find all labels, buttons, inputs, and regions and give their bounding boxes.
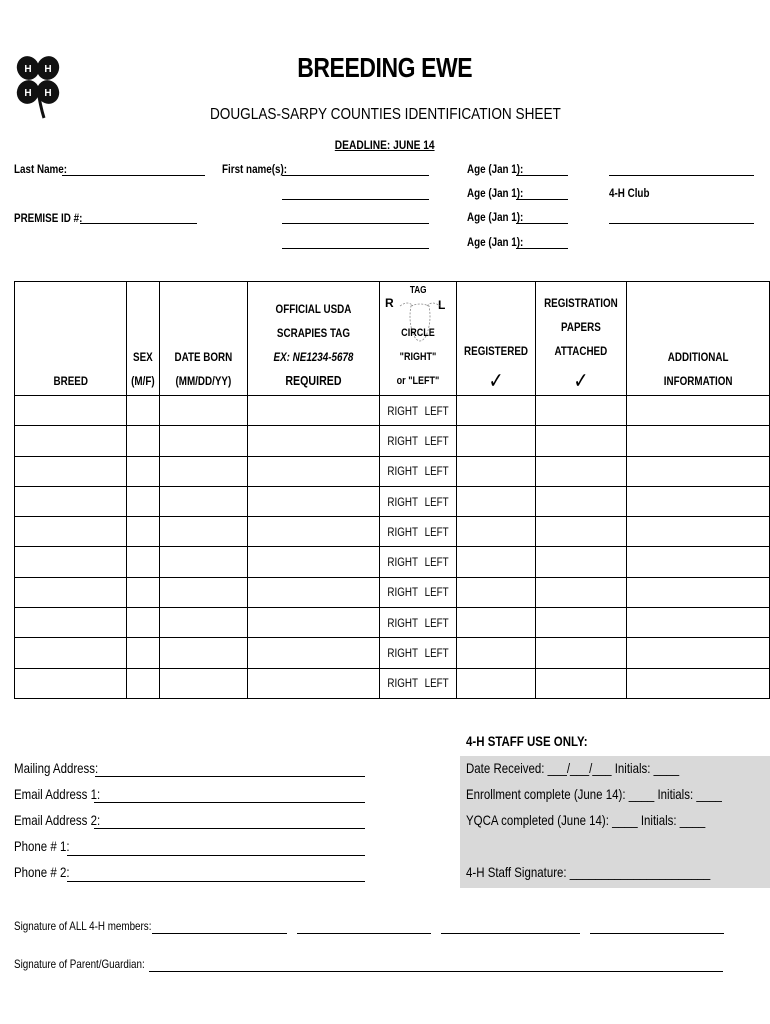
club-field[interactable] <box>609 223 754 224</box>
table-row <box>15 638 770 668</box>
left-option[interactable]: LEFT <box>424 676 449 691</box>
first-names-label: First name(s): <box>222 162 288 176</box>
left-option[interactable]: LEFT <box>424 524 449 539</box>
first-name-field-2[interactable] <box>282 199 429 200</box>
last-name-field[interactable] <box>62 175 205 176</box>
additional-info-cell[interactable] <box>626 517 769 547</box>
ear-cell[interactable] <box>379 517 456 547</box>
date-born-cell[interactable] <box>160 517 248 547</box>
breed-cell[interactable] <box>15 456 127 486</box>
scrapies-tag-cell[interactable] <box>248 456 380 486</box>
parent-signature-field[interactable] <box>149 971 723 972</box>
ear-cell[interactable] <box>379 486 456 516</box>
mailing-address-label: Mailing Address: <box>14 760 99 776</box>
staff-enrollment: Enrollment complete (June 14): ____ Initials: ____ <box>466 786 722 802</box>
age-field-3[interactable] <box>516 223 568 224</box>
date-born-cell[interactable] <box>160 396 248 426</box>
additional-info-cell[interactable] <box>626 577 769 607</box>
staff-heading: 4-H STAFF USE ONLY: <box>466 733 588 749</box>
club-extra-field[interactable] <box>609 175 754 176</box>
breed-cell[interactable] <box>15 426 127 456</box>
parent-signature-label: Signature of Parent/Guardian: <box>14 957 145 971</box>
col-ear-header: R TAG L CIRCLE "RIGHT" or "LEFT" <box>379 282 456 396</box>
scrapies-tag-cell[interactable] <box>248 577 380 607</box>
ear-tag-label: TAG <box>409 285 427 296</box>
ear-cell[interactable] <box>379 547 456 577</box>
additional-info-cell[interactable] <box>626 396 769 426</box>
ear-l-label: L <box>437 298 446 312</box>
registered-cell[interactable] <box>456 517 535 547</box>
right-option[interactable]: RIGHT <box>387 494 418 509</box>
staff-yqca: YQCA completed (June 14): ____ Initials: ____ <box>466 812 706 828</box>
svg-text:H: H <box>24 88 32 99</box>
table-row <box>15 608 770 638</box>
registered-cell[interactable] <box>456 608 535 638</box>
additional-info-cell[interactable] <box>626 608 769 638</box>
table-row <box>15 668 770 698</box>
phone1-field[interactable] <box>67 855 365 856</box>
breed-cell[interactable] <box>15 547 127 577</box>
papers-cell[interactable] <box>535 486 626 516</box>
papers-cell[interactable] <box>535 396 626 426</box>
date-born-cell[interactable] <box>160 426 248 456</box>
table-row <box>15 577 770 607</box>
table-row <box>15 396 770 426</box>
date-born-cell[interactable] <box>160 638 248 668</box>
email1-field[interactable] <box>94 802 365 803</box>
ear-cell[interactable] <box>379 396 456 426</box>
email2-label: Email Address 2: <box>14 812 101 828</box>
right-option[interactable]: RIGHT <box>387 403 418 418</box>
registered-cell[interactable] <box>456 456 535 486</box>
phone2-field[interactable] <box>67 881 365 882</box>
first-name-field-4[interactable] <box>282 248 429 249</box>
left-option[interactable]: LEFT <box>424 646 449 661</box>
papers-cell[interactable] <box>535 517 626 547</box>
scrapies-tag-cell[interactable] <box>248 547 380 577</box>
age-field-2[interactable] <box>516 199 568 200</box>
left-option[interactable]: LEFT <box>424 555 449 570</box>
right-option[interactable]: RIGHT <box>387 555 418 570</box>
left-option[interactable]: LEFT <box>424 585 449 600</box>
table-row <box>15 547 770 577</box>
mailing-address-field[interactable] <box>95 776 365 777</box>
right-option[interactable]: RIGHT <box>387 524 418 539</box>
col-scrapies-tag-header: OFFICIAL USDA SCRAPIES TAG EX: NE1234-5678 REQUIRED <box>248 282 380 396</box>
table-row <box>15 456 770 486</box>
col-registered-header: REGISTERED ✓ <box>456 282 535 396</box>
registered-cell[interactable] <box>456 668 535 698</box>
breed-cell[interactable] <box>15 396 127 426</box>
right-option[interactable]: RIGHT <box>387 615 418 630</box>
breed-cell[interactable] <box>15 638 127 668</box>
sex-cell[interactable] <box>127 608 160 638</box>
premise-id-field[interactable] <box>80 223 197 224</box>
date-born-cell[interactable] <box>160 668 248 698</box>
right-option[interactable]: RIGHT <box>387 646 418 661</box>
papers-cell[interactable] <box>535 426 626 456</box>
ear-cell[interactable] <box>379 638 456 668</box>
additional-info-cell[interactable] <box>626 426 769 456</box>
additional-info-cell[interactable] <box>626 547 769 577</box>
col-sex-header: SEX (M/F) <box>127 282 160 396</box>
ear-cell[interactable] <box>379 456 456 486</box>
staff-signature: 4-H Staff Signature: ______________________ <box>466 864 711 880</box>
left-option[interactable]: LEFT <box>424 433 449 448</box>
sex-cell[interactable] <box>127 426 160 456</box>
table-row <box>15 486 770 516</box>
deadline-text: DEADLINE: JUNE 14 <box>335 138 435 152</box>
page-title: BREEDING EWE <box>297 52 473 83</box>
sex-cell[interactable] <box>127 668 160 698</box>
registered-cell[interactable] <box>456 486 535 516</box>
sex-cell[interactable] <box>127 517 160 547</box>
last-name-label: Last Name: <box>14 162 68 176</box>
sex-cell[interactable] <box>127 456 160 486</box>
svg-text:H: H <box>24 64 32 75</box>
registered-cell[interactable] <box>456 577 535 607</box>
ear-r-label: R <box>384 296 394 310</box>
breed-cell[interactable] <box>15 608 127 638</box>
scrapies-tag-cell[interactable] <box>248 517 380 547</box>
table-row <box>15 426 770 456</box>
member-signature-field-4[interactable] <box>590 933 724 934</box>
papers-cell[interactable] <box>535 638 626 668</box>
date-born-cell[interactable] <box>160 456 248 486</box>
additional-info-cell[interactable] <box>626 668 769 698</box>
age-field-4[interactable] <box>516 248 568 249</box>
sex-cell[interactable] <box>127 396 160 426</box>
table-header-row <box>15 282 770 396</box>
col-date-header: DATE BORN (MM/DD/YY) <box>160 282 248 396</box>
scrapies-tag-cell[interactable] <box>248 608 380 638</box>
right-option[interactable]: RIGHT <box>387 585 418 600</box>
member-signature-field-2[interactable] <box>297 933 431 934</box>
email1-label: Email Address 1: <box>14 786 101 802</box>
scrapies-tag-cell[interactable] <box>248 396 380 426</box>
animal-table <box>14 281 770 699</box>
scrapies-tag-cell[interactable] <box>248 426 380 456</box>
col-breed-header: BREED <box>15 282 127 396</box>
additional-info-cell[interactable] <box>626 638 769 668</box>
papers-cell[interactable] <box>535 608 626 638</box>
left-option[interactable]: LEFT <box>424 615 449 630</box>
papers-cell[interactable] <box>535 547 626 577</box>
right-option[interactable]: RIGHT <box>387 464 418 479</box>
left-option[interactable]: LEFT <box>424 403 449 418</box>
left-option[interactable]: LEFT <box>424 494 449 509</box>
club-label: 4-H Club <box>609 186 650 200</box>
age-label-1: Age (Jan 1): <box>467 162 524 176</box>
age-label-4: Age (Jan 1): <box>467 235 524 249</box>
sex-cell[interactable] <box>127 486 160 516</box>
breed-cell[interactable] <box>15 668 127 698</box>
scrapies-tag-cell[interactable] <box>248 638 380 668</box>
left-option[interactable]: LEFT <box>424 464 449 479</box>
breed-cell[interactable] <box>15 577 127 607</box>
page-subtitle: DOUGLAS-SARPY COUNTIES IDENTIFICATION SHEET <box>209 106 561 123</box>
papers-check-icon: ✓ <box>573 368 589 393</box>
papers-cell[interactable] <box>535 668 626 698</box>
premise-id-label: PREMISE ID #: <box>14 211 83 225</box>
member-signature-field-1[interactable] <box>152 933 287 934</box>
age-field-1[interactable] <box>516 175 568 176</box>
ear-cell[interactable] <box>379 608 456 638</box>
svg-text:H: H <box>44 64 52 75</box>
table-row <box>15 517 770 547</box>
age-label-3: Age (Jan 1): <box>467 210 524 224</box>
ear-cell[interactable] <box>379 668 456 698</box>
date-born-cell[interactable] <box>160 486 248 516</box>
sex-cell[interactable] <box>127 638 160 668</box>
registered-check-icon: ✓ <box>488 368 504 393</box>
email2-field[interactable] <box>94 828 365 829</box>
additional-info-cell[interactable] <box>626 456 769 486</box>
members-signature-label: Signature of ALL 4-H members: <box>14 919 152 933</box>
age-label-2: Age (Jan 1): <box>467 186 524 200</box>
registered-cell[interactable] <box>456 547 535 577</box>
date-born-cell[interactable] <box>160 547 248 577</box>
col-papers-header: REGISTRATION PAPERS ATTACHED ✓ <box>535 282 626 396</box>
member-signature-field-3[interactable] <box>441 933 580 934</box>
phone2-label: Phone # 2: <box>14 864 70 880</box>
sex-cell[interactable] <box>127 547 160 577</box>
date-born-cell[interactable] <box>160 608 248 638</box>
registered-cell[interactable] <box>456 396 535 426</box>
sex-cell[interactable] <box>127 577 160 607</box>
staff-date-received: Date Received: ___/___/___ Initials: ____ <box>466 760 680 776</box>
papers-cell[interactable] <box>535 456 626 486</box>
date-born-cell[interactable] <box>160 577 248 607</box>
first-name-field-1[interactable] <box>282 175 429 176</box>
additional-info-cell[interactable] <box>626 486 769 516</box>
ear-cell[interactable] <box>379 577 456 607</box>
registered-cell[interactable] <box>456 426 535 456</box>
svg-text:H: H <box>44 88 52 99</box>
registered-cell[interactable] <box>456 638 535 668</box>
scrapies-tag-cell[interactable] <box>248 486 380 516</box>
papers-cell[interactable] <box>535 577 626 607</box>
right-option[interactable]: RIGHT <box>387 676 418 691</box>
breed-cell[interactable] <box>15 517 127 547</box>
right-option[interactable]: RIGHT <box>387 433 418 448</box>
first-name-field-3[interactable] <box>282 223 429 224</box>
ear-cell[interactable] <box>379 426 456 456</box>
phone1-label: Phone # 1: <box>14 838 70 854</box>
breed-cell[interactable] <box>15 486 127 516</box>
animal-rows <box>15 396 770 699</box>
scrapies-tag-cell[interactable] <box>248 668 380 698</box>
col-additional-info-header: ADDITIONAL INFORMATION <box>626 282 769 396</box>
